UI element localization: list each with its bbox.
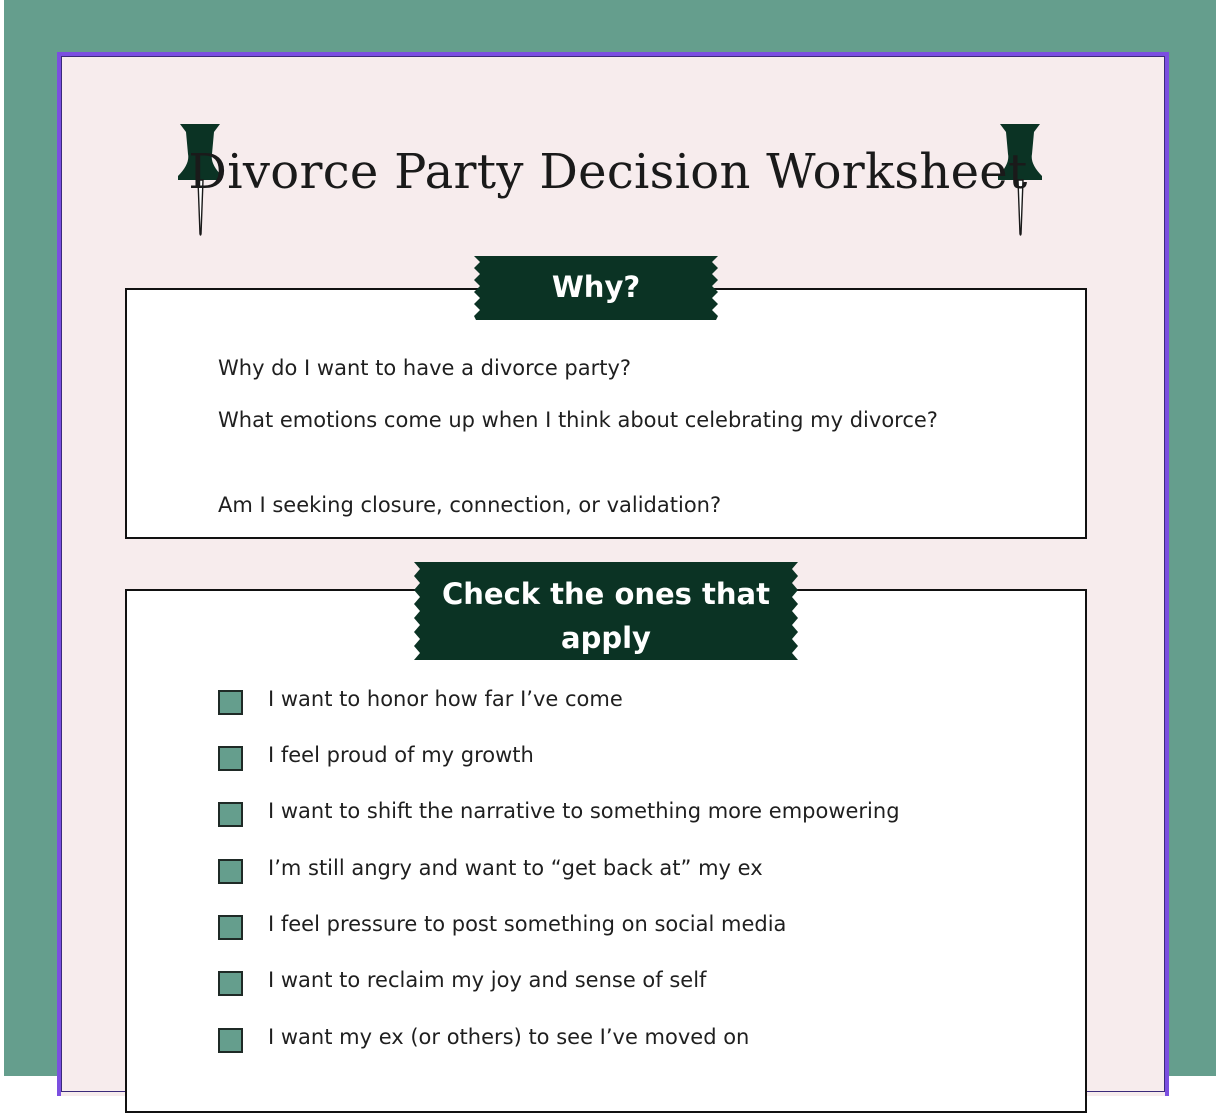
checkbox-icon[interactable] <box>218 971 243 996</box>
checklist-item[interactable] <box>218 743 1038 776</box>
checklist-item-label: I want to reclaim my joy and sense of self <box>268 968 707 992</box>
checkbox-icon[interactable] <box>218 915 243 940</box>
checklist-item-label: I want to honor how far I’ve come <box>268 687 623 711</box>
checkbox-icon[interactable] <box>218 859 243 884</box>
checklist-item[interactable] <box>218 687 1038 720</box>
why-question: Am I seeking closure, connection, or validation? <box>218 493 722 517</box>
checklist-item[interactable] <box>218 912 1038 945</box>
checklist-item[interactable] <box>218 799 1038 832</box>
checkbox-icon[interactable] <box>218 690 243 715</box>
checklist-section-heading: Check the ones that apply <box>442 577 770 655</box>
checklist-item[interactable] <box>218 1025 1038 1058</box>
checklist-item[interactable] <box>218 968 1038 1001</box>
why-section-heading: Why? <box>551 270 641 304</box>
checklist-item-label: I want my ex (or others) to see I’ve moved on <box>268 1025 750 1049</box>
checklist-item-label: I’m still angry and want to “get back at” my ex <box>268 856 763 880</box>
checklist-item[interactable] <box>218 856 1038 889</box>
why-section-ribbon <box>472 256 720 320</box>
checkbox-icon[interactable] <box>218 746 243 771</box>
why-question: What emotions come up when I think about celebrating my divorce? <box>218 408 938 432</box>
page-title: Divorce Party Decision Worksheet <box>188 144 1028 200</box>
why-question: Why do I want to have a divorce party? <box>218 356 632 380</box>
checklist-item-label: I feel pressure to post something on social media <box>268 912 787 936</box>
checklist-item-label: I want to shift the narrative to something more empowering <box>268 799 900 823</box>
checkbox-icon[interactable] <box>218 802 243 827</box>
checklist-item-label: I feel proud of my growth <box>268 743 534 767</box>
checklist-section-ribbon <box>412 562 800 660</box>
checkbox-icon[interactable] <box>218 1028 243 1053</box>
